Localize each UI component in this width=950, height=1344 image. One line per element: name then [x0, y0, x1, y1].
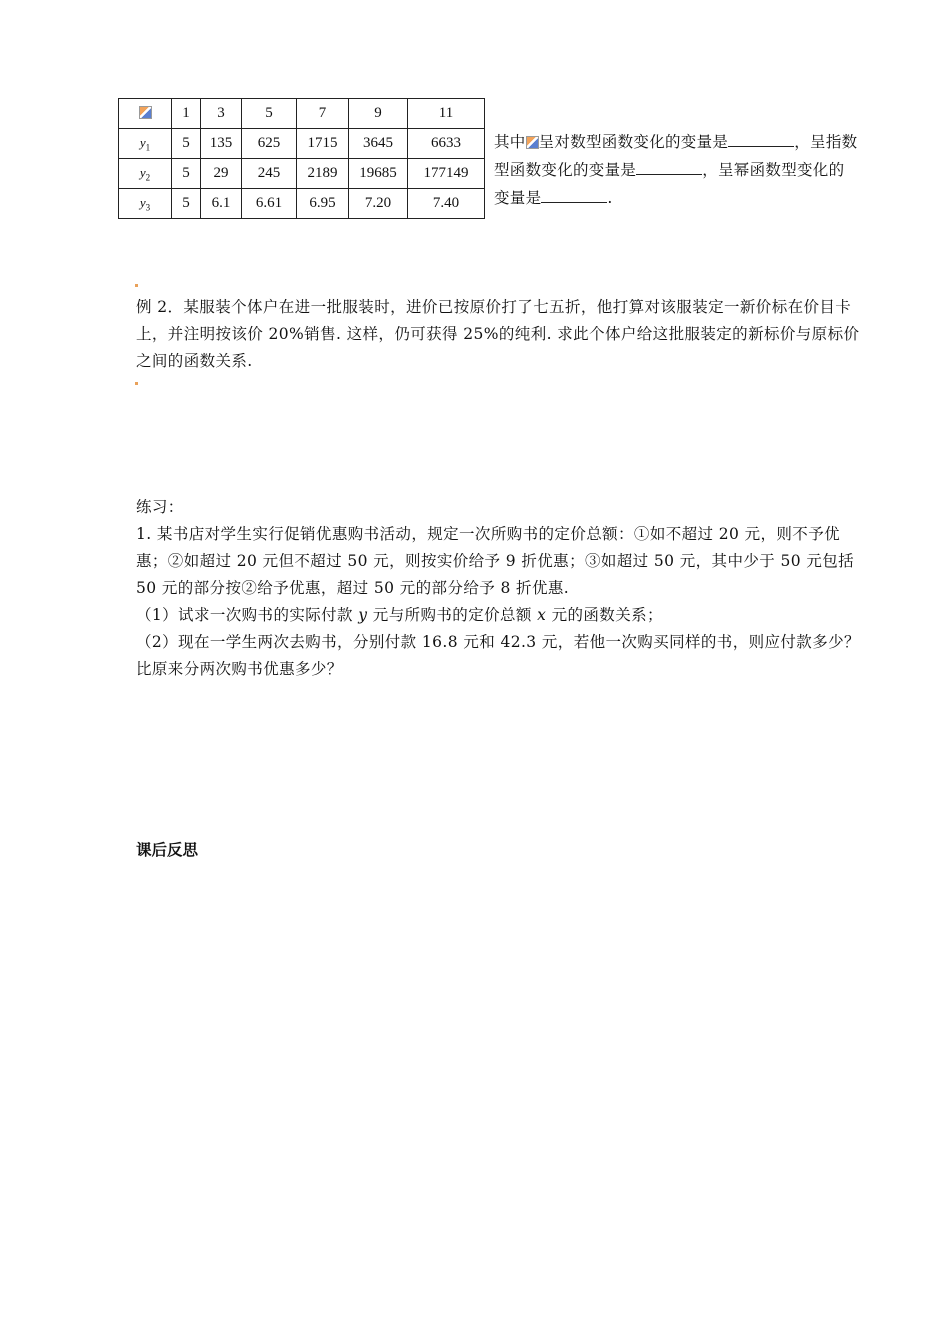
table-cell: 177149 — [408, 159, 485, 189]
practice-section — [136, 494, 860, 683]
table-cell: 6.1 — [201, 189, 242, 219]
table-header-row — [119, 99, 485, 129]
table-cell: 1 — [172, 99, 201, 129]
row-label-y3: $y_3$ — [119, 189, 172, 219]
table-cell: 5 — [242, 99, 297, 129]
broken-image-icon — [526, 136, 539, 149]
table-cell: 5 — [172, 129, 201, 159]
table-cell: 5 — [172, 159, 201, 189]
practice-title: 练习： — [136, 498, 184, 516]
fill-in-question: 其中 呈对数型函数变化的变量是 ，呈指数型函数变化的变量是 ，呈幂函数型变化的变量是 . — [494, 133, 858, 207]
table-cell: 3645 — [349, 129, 408, 159]
table-cell: 6.61 — [242, 189, 297, 219]
table-cell: 135 — [201, 129, 242, 159]
table-row — [119, 129, 485, 159]
table-row — [119, 159, 485, 189]
table-cell: 11 — [408, 99, 485, 129]
practice-question-1: 1. 某书店对学生实行促销优惠购书活动，规定一次所购书的定价总额：①如不超过 20 元，则不予优惠；②如超过 20 元但不超过 50 元，则按实价给予 9 折优惠；③如超过 50 元，其中少于 50 元包括 50 元的部分按②给予优惠，超过 50 元的部分给予 8 折优惠. — [136, 525, 855, 597]
table-cell: 6.95 — [297, 189, 349, 219]
reflection-heading: 课后反思 — [136, 841, 199, 859]
data-table — [118, 98, 485, 219]
example-2-text: 例 2．某服装个体户在进一批服装时，进价已按原价打了七五折，他打算对该服装定一新价标在价目卡上，并注明按该价 20%销售. 这样，仍可获得 25%的纯利. 求此个体户给这批服装定的新标价与原标价之间的函数关系. — [136, 298, 860, 370]
table-cell: 7 — [297, 99, 349, 129]
row-label-y1: $y_1$ — [119, 129, 172, 159]
table-cell: 7.40 — [408, 189, 485, 219]
table-cell: 9 — [349, 99, 408, 129]
table-cell: 7.20 — [349, 189, 408, 219]
table-corner-image — [119, 99, 172, 129]
table-cell: 19685 — [349, 159, 408, 189]
table-cell: 1715 — [297, 129, 349, 159]
table-cell: 3 — [201, 99, 242, 129]
table-cell: 29 — [201, 159, 242, 189]
answer-blank — [728, 132, 794, 147]
table-cell: 6633 — [408, 129, 485, 159]
answer-blank — [636, 160, 702, 175]
row-label-y2: $y_2$ — [119, 159, 172, 189]
table-cell: 2189 — [297, 159, 349, 189]
anchor-mark — [135, 284, 138, 287]
answer-blank — [541, 188, 607, 203]
table-cell: 5 — [172, 189, 201, 219]
table-row — [119, 189, 485, 219]
broken-image-icon — [139, 106, 152, 119]
anchor-mark — [135, 382, 138, 385]
table-cell: 625 — [242, 129, 297, 159]
practice-question-1-part-2: （2）现在一学生两次去购书，分别付款 16.8 元和 42.3 元，若他一次购买同样的书，则应付款多少？比原来分两次购书优惠多少？ — [136, 633, 860, 678]
practice-question-1-part-1: （1）试求一次购书的实际付款 y 元与所购书的定价总额 x 元的函数关系； — [136, 606, 663, 624]
table-cell: 245 — [242, 159, 297, 189]
example-2 — [136, 294, 860, 375]
